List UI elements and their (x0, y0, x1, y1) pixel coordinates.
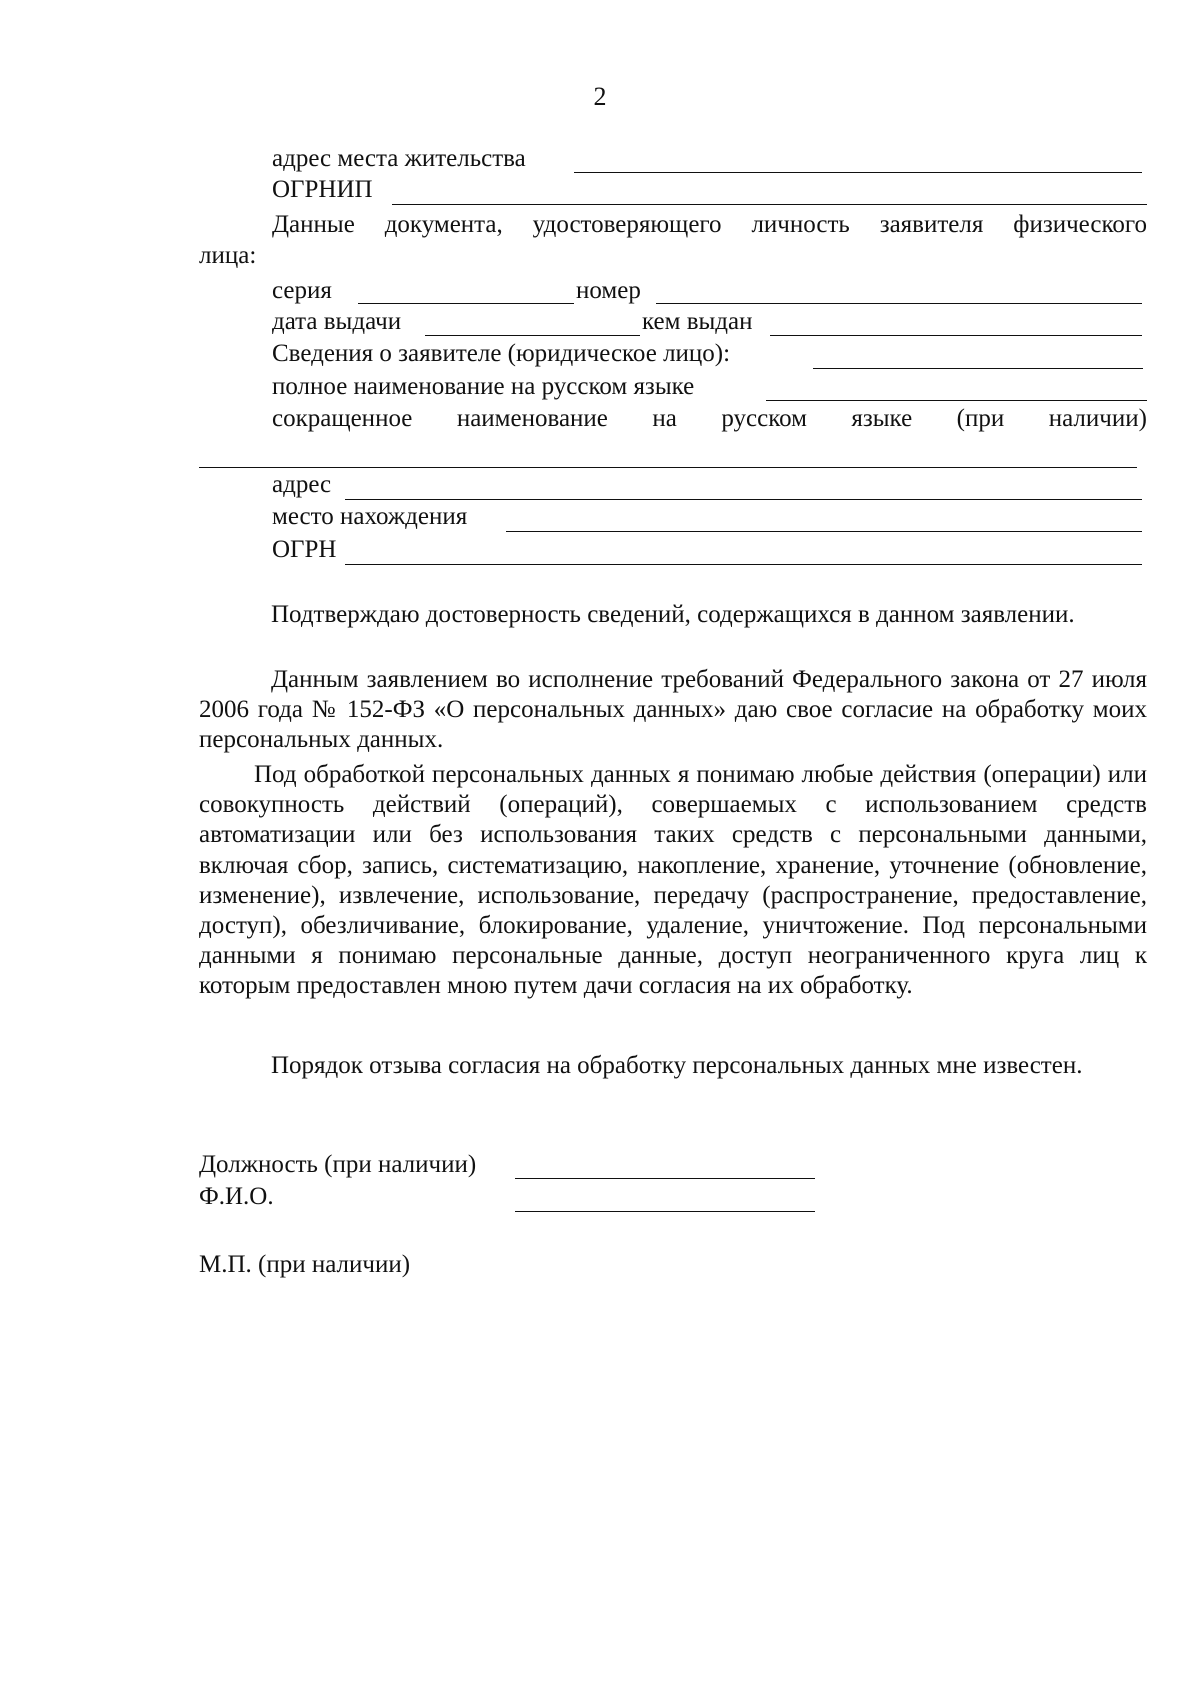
ogrnip-label: ОГРНИП (272, 176, 373, 203)
position-line[interactable] (515, 1178, 815, 1179)
id-doc-intro: Данные документа, удостоверяющего личность заявителя физического (272, 211, 1147, 238)
legal-entity-line[interactable] (813, 368, 1143, 369)
fio-label: Ф.И.О. (199, 1183, 274, 1210)
short-name-word: на (652, 405, 677, 432)
short-name-label (272, 404, 1147, 434)
short-name-word: наличии) (1048, 405, 1147, 432)
id-doc-intro-cont: лица: (199, 242, 257, 269)
short-name-word: русском (721, 405, 807, 432)
short-name-word: сокращенное (272, 405, 413, 432)
address-line[interactable] (345, 499, 1142, 500)
confirm-text: Подтверждаю достоверность сведений, содержащихся в данном заявлении. (271, 601, 1075, 628)
short-name-word: (при (956, 405, 1005, 432)
stamp-label: М.П. (при наличии) (199, 1251, 411, 1278)
address-label: адрес (272, 471, 332, 498)
series-label: серия (272, 277, 332, 304)
full-name-line[interactable] (766, 400, 1147, 401)
page-number: 2 (593, 82, 607, 111)
legal-entity-heading: Сведения о заявителе (юридическое лицо): (272, 340, 731, 367)
full-name-label: полное наименование на русском языке (272, 373, 695, 400)
location-line[interactable] (506, 531, 1142, 532)
short-name-word: языке (851, 405, 913, 432)
fio-line[interactable] (515, 1211, 815, 1212)
confirm-paragraph (199, 600, 1147, 630)
residence-address-line[interactable] (574, 172, 1142, 173)
issue-date-label: дата выдачи (272, 308, 402, 335)
consent-paragraph (199, 665, 1147, 756)
issued-by-line[interactable] (770, 335, 1142, 336)
number-line[interactable] (656, 303, 1142, 304)
position-label: Должность (при наличии) (199, 1151, 477, 1178)
issued-by-label: кем выдан (642, 308, 753, 335)
withdrawal-text: Порядок отзыва согласия на обработку персональных данных мне известен. (271, 1052, 1083, 1079)
ogrnip-line[interactable] (392, 204, 1147, 205)
issue-date-line[interactable] (425, 335, 640, 336)
short-name-word: наименование (456, 405, 608, 432)
ogrn-label: ОГРН (272, 536, 337, 563)
series-line[interactable] (358, 303, 574, 304)
location-label: место нахождения (272, 503, 468, 530)
ogrn-line[interactable] (345, 564, 1142, 565)
processing-paragraph (199, 760, 1147, 1002)
consent-text: Данным заявлением во исполнение требований Федерального закона от 27 июля 2006 года № 152-ФЗ «О персональных данных» даю свое согласие на обработку моих персональных данных. (199, 666, 1147, 754)
short-name-line[interactable] (199, 467, 1137, 468)
residence-address-label: адрес места жительства (272, 145, 526, 172)
processing-text: Под обработкой персональных данных я понимаю любые действия (операции) или совокупность действий (операций), совершаемых с использованием средств автоматизации или без использования таких средств с персональными данными, включая сбор, запись, систематизацию, накопление, хранение, уточнение (обновление, изменение), извлечение, использование, передачу (распространение, предоставление, доступ), обезличивание, блокирование, удаление, уничтожение. Под персональными данными я понимаю персональные данные, доступ неограниченного круга лиц к которым предоставлен мною путем дачи согласия на их обработку. (199, 761, 1147, 1000)
number-label: номер (576, 277, 641, 304)
withdrawal-paragraph (199, 1051, 1147, 1081)
